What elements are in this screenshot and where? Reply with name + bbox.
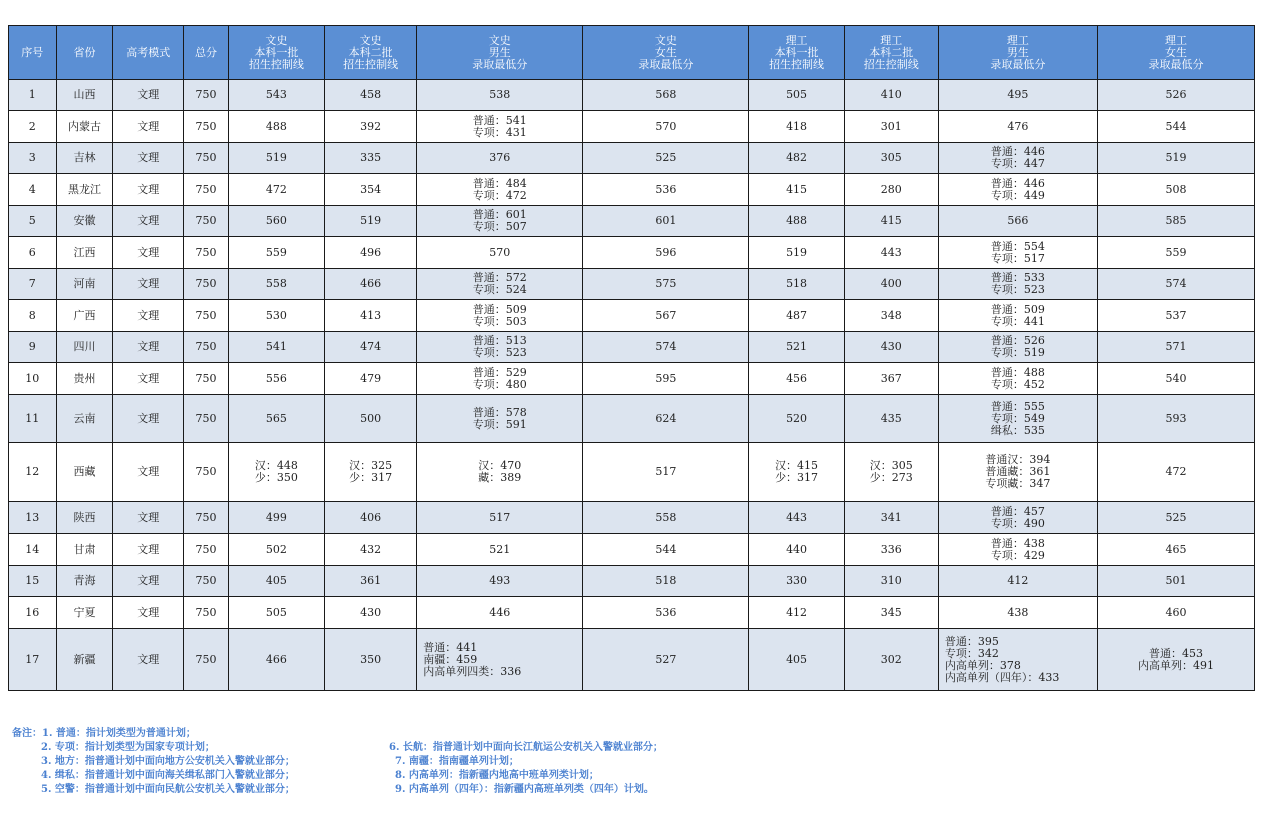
table-row <box>9 269 1255 300</box>
table-cell: 9 <box>9 332 57 363</box>
table-cell: 普通：541 专项：431 <box>417 111 583 143</box>
table-cell: 405 <box>228 566 324 597</box>
note-6: 6. 长航：指普通计划中面向长江航运公安机关入警就业部分； <box>389 742 663 753</box>
table-cell: 四川 <box>56 332 113 363</box>
table-cell: 普通：453 内高单列：491 <box>1097 629 1254 691</box>
table-cell: 汉：470 藏：389 <box>417 443 583 502</box>
table-cell: 普通：554 专项：517 <box>938 237 1097 269</box>
table-cell: 河南 <box>56 269 113 300</box>
table-cell: 567 <box>583 300 749 332</box>
table-cell: 536 <box>583 174 749 206</box>
table-cell: 4 <box>9 174 57 206</box>
table-cell: 405 <box>749 629 844 691</box>
table-cell: 488 <box>749 206 844 237</box>
table-cell: 内蒙古 <box>56 111 113 143</box>
table-row <box>9 502 1255 534</box>
table-cell: 530 <box>228 300 324 332</box>
column-header: 理工 女生 录取最低分 <box>1097 26 1254 80</box>
table-cell: 568 <box>583 80 749 111</box>
table-cell: 335 <box>325 143 417 174</box>
table-cell: 526 <box>1097 80 1254 111</box>
table-row <box>9 629 1255 691</box>
table-cell: 普通：526 专项：519 <box>938 332 1097 363</box>
table-cell: 519 <box>325 206 417 237</box>
table-cell: 文理 <box>113 269 184 300</box>
table-cell: 493 <box>417 566 583 597</box>
table-cell: 750 <box>184 237 229 269</box>
table-cell: 750 <box>184 332 229 363</box>
column-header: 理工 男生 录取最低分 <box>938 26 1097 80</box>
table-cell: 571 <box>1097 332 1254 363</box>
table-cell: 460 <box>1097 597 1254 629</box>
column-header: 文史 本科二批 招生控制线 <box>325 26 417 80</box>
table-cell: 541 <box>228 332 324 363</box>
table-cell: 安徽 <box>56 206 113 237</box>
table-cell: 750 <box>184 174 229 206</box>
table-cell: 17 <box>9 629 57 691</box>
column-header: 文史 男生 录取最低分 <box>417 26 583 80</box>
table-cell: 汉：305 少：273 <box>844 443 938 502</box>
table-cell: 487 <box>749 300 844 332</box>
table-cell: 普通：446 专项：447 <box>938 143 1097 174</box>
table-cell: 361 <box>325 566 417 597</box>
table-cell: 443 <box>844 237 938 269</box>
table-cell: 456 <box>749 363 844 395</box>
table-cell: 502 <box>228 534 324 566</box>
table-cell: 488 <box>228 111 324 143</box>
column-header: 序号 <box>9 26 57 80</box>
table-cell: 文理 <box>113 363 184 395</box>
table-cell: 474 <box>325 332 417 363</box>
table-cell: 750 <box>184 300 229 332</box>
table-cell: 443 <box>749 502 844 534</box>
table-cell: 560 <box>228 206 324 237</box>
table-cell: 574 <box>1097 269 1254 300</box>
table-cell: 406 <box>325 502 417 534</box>
table-cell: 1 <box>9 80 57 111</box>
table-cell: 500 <box>325 395 417 443</box>
table-cell: 汉：448 少：350 <box>228 443 324 502</box>
table-cell: 普通：395 专项：342 内高单列：378 内高单列（四年）：433 <box>938 629 1097 691</box>
table-cell: 413 <box>325 300 417 332</box>
table-cell: 559 <box>228 237 324 269</box>
table-row <box>9 566 1255 597</box>
table-cell: 345 <box>844 597 938 629</box>
table-cell: 普通：509 专项：503 <box>417 300 583 332</box>
column-header: 文史 女生 录取最低分 <box>583 26 749 80</box>
table-cell: 14 <box>9 534 57 566</box>
column-header: 总分 <box>184 26 229 80</box>
table-cell: 普通：509 专项：441 <box>938 300 1097 332</box>
table-cell: 山西 <box>56 80 113 111</box>
table-cell: 6 <box>9 237 57 269</box>
table-row <box>9 363 1255 395</box>
table-cell: 750 <box>184 502 229 534</box>
table-cell: 310 <box>844 566 938 597</box>
table-row <box>9 206 1255 237</box>
table-cell: 496 <box>325 237 417 269</box>
table-row <box>9 597 1255 629</box>
table-cell: 527 <box>583 629 749 691</box>
table-cell: 596 <box>583 237 749 269</box>
table-cell: 青海 <box>56 566 113 597</box>
table-row <box>9 300 1255 332</box>
table-row <box>9 143 1255 174</box>
column-header: 理工 本科二批 招生控制线 <box>844 26 938 80</box>
table-cell: 350 <box>325 629 417 691</box>
table-cell: 376 <box>417 143 583 174</box>
table-cell: 354 <box>325 174 417 206</box>
table-cell: 文理 <box>113 80 184 111</box>
table-cell: 558 <box>228 269 324 300</box>
table-cell: 479 <box>325 363 417 395</box>
table-row <box>9 237 1255 269</box>
table-cell: 538 <box>417 80 583 111</box>
table-cell: 12 <box>9 443 57 502</box>
table-cell: 宁夏 <box>56 597 113 629</box>
table-cell: 普通：488 专项：452 <box>938 363 1097 395</box>
table-cell: 410 <box>844 80 938 111</box>
table-cell: 540 <box>1097 363 1254 395</box>
table-cell: 519 <box>228 143 324 174</box>
table-cell: 495 <box>938 80 1097 111</box>
table-cell: 341 <box>844 502 938 534</box>
table-cell: 520 <box>749 395 844 443</box>
table-cell: 文理 <box>113 566 184 597</box>
table-cell: 544 <box>1097 111 1254 143</box>
table-cell: 418 <box>749 111 844 143</box>
table-cell: 普通：457 专项：490 <box>938 502 1097 534</box>
table-cell: 336 <box>844 534 938 566</box>
table-cell: 江西 <box>56 237 113 269</box>
table-cell: 517 <box>417 502 583 534</box>
table-cell: 536 <box>583 597 749 629</box>
table-header-row <box>9 26 1255 80</box>
note-2: 2. 专项：指计划类型为国家专项计划； <box>41 742 215 753</box>
table-cell: 750 <box>184 597 229 629</box>
table-cell: 518 <box>749 269 844 300</box>
table-cell: 302 <box>844 629 938 691</box>
table-cell: 文理 <box>113 237 184 269</box>
table-cell: 330 <box>749 566 844 597</box>
note-4: 4. 缉私：指普通计划中面向海关缉私部门入警就业部分； <box>41 770 295 781</box>
table-cell: 文理 <box>113 395 184 443</box>
table-row <box>9 80 1255 111</box>
table-cell: 750 <box>184 395 229 443</box>
table-cell: 750 <box>184 80 229 111</box>
table-cell: 文理 <box>113 443 184 502</box>
table-cell: 新疆 <box>56 629 113 691</box>
table-cell: 贵州 <box>56 363 113 395</box>
table-cell: 574 <box>583 332 749 363</box>
table-cell: 601 <box>583 206 749 237</box>
table-cell: 508 <box>1097 174 1254 206</box>
table-cell: 750 <box>184 443 229 502</box>
table-cell: 普通：484 专项：472 <box>417 174 583 206</box>
note-9: 9. 内高单列（四年）：指新疆内高班单列类（四年）计划。 <box>395 784 654 795</box>
table-cell: 367 <box>844 363 938 395</box>
table-cell: 565 <box>228 395 324 443</box>
table-cell: 570 <box>417 237 583 269</box>
table-cell: 陕西 <box>56 502 113 534</box>
table-cell: 556 <box>228 363 324 395</box>
table-cell: 普通：578 专项：591 <box>417 395 583 443</box>
table-cell: 汉：325 少：317 <box>325 443 417 502</box>
note-8: 8. 内高单列：指新疆内地高中班单列类计划； <box>395 770 599 781</box>
table-cell: 440 <box>749 534 844 566</box>
table-cell: 499 <box>228 502 324 534</box>
table-cell: 280 <box>844 174 938 206</box>
table-cell: 432 <box>325 534 417 566</box>
table-cell: 525 <box>1097 502 1254 534</box>
table-cell: 750 <box>184 111 229 143</box>
table-row <box>9 332 1255 363</box>
table-cell: 云南 <box>56 395 113 443</box>
table-cell: 普通：446 专项：449 <box>938 174 1097 206</box>
table-cell: 文理 <box>113 534 184 566</box>
table-cell: 482 <box>749 143 844 174</box>
column-header: 理工 本科一批 招生控制线 <box>749 26 844 80</box>
table-cell: 558 <box>583 502 749 534</box>
table-cell: 吉林 <box>56 143 113 174</box>
table-cell: 392 <box>325 111 417 143</box>
table-cell: 750 <box>184 363 229 395</box>
note-3: 3. 地方：指普通计划中面向地方公安机关入警就业部分； <box>41 756 295 767</box>
table-cell: 518 <box>583 566 749 597</box>
table-cell: 466 <box>228 629 324 691</box>
note-7: 7. 南疆：指南疆单列计划； <box>395 756 519 767</box>
table-cell: 559 <box>1097 237 1254 269</box>
table-cell: 348 <box>844 300 938 332</box>
table-cell: 472 <box>228 174 324 206</box>
table-cell: 415 <box>749 174 844 206</box>
table-cell: 7 <box>9 269 57 300</box>
table-cell: 465 <box>1097 534 1254 566</box>
table-cell: 624 <box>583 395 749 443</box>
table-cell: 750 <box>184 566 229 597</box>
table-cell: 472 <box>1097 443 1254 502</box>
table-cell: 521 <box>417 534 583 566</box>
table-cell: 10 <box>9 363 57 395</box>
table-cell: 13 <box>9 502 57 534</box>
notes-section <box>12 727 1252 807</box>
table-cell: 普通：572 专项：524 <box>417 269 583 300</box>
table-cell: 15 <box>9 566 57 597</box>
table-cell: 521 <box>749 332 844 363</box>
table-cell: 595 <box>583 363 749 395</box>
table-row <box>9 534 1255 566</box>
table-cell: 305 <box>844 143 938 174</box>
table-cell: 400 <box>844 269 938 300</box>
table-cell: 文理 <box>113 629 184 691</box>
table-cell: 文理 <box>113 332 184 363</box>
column-header: 文史 本科一批 招生控制线 <box>228 26 324 80</box>
table-cell: 412 <box>749 597 844 629</box>
table-row <box>9 395 1255 443</box>
note-5: 5. 空警：指普通计划中面向民航公安机关入警就业部分； <box>41 784 295 795</box>
table-row <box>9 174 1255 206</box>
column-header: 高考模式 <box>113 26 184 80</box>
table-cell: 412 <box>938 566 1097 597</box>
table-cell: 11 <box>9 395 57 443</box>
table-cell: 505 <box>228 597 324 629</box>
table-row <box>9 443 1255 502</box>
table-cell: 505 <box>749 80 844 111</box>
table-cell: 301 <box>844 111 938 143</box>
admission-score-table <box>8 25 1255 691</box>
table-cell: 750 <box>184 629 229 691</box>
table-cell: 普通汉：394 普通藏：361 专项藏：347 <box>938 443 1097 502</box>
table-cell: 476 <box>938 111 1097 143</box>
table-cell: 750 <box>184 206 229 237</box>
table-cell: 普通：533 专项：523 <box>938 269 1097 300</box>
note-1: 备注：1. 普通：指计划类型为普通计划； <box>12 728 196 739</box>
table-cell: 750 <box>184 143 229 174</box>
table-cell: 文理 <box>113 111 184 143</box>
table-cell: 16 <box>9 597 57 629</box>
column-header: 省份 <box>56 26 113 80</box>
table-cell: 普通：529 专项：480 <box>417 363 583 395</box>
table-cell: 458 <box>325 80 417 111</box>
table-cell: 文理 <box>113 597 184 629</box>
table-cell: 文理 <box>113 143 184 174</box>
table-cell: 西藏 <box>56 443 113 502</box>
table-cell: 501 <box>1097 566 1254 597</box>
table-cell: 8 <box>9 300 57 332</box>
table-cell: 438 <box>938 597 1097 629</box>
table-cell: 文理 <box>113 502 184 534</box>
table-cell: 430 <box>325 597 417 629</box>
table-cell: 517 <box>583 443 749 502</box>
table-cell: 文理 <box>113 206 184 237</box>
table-cell: 750 <box>184 534 229 566</box>
table-row <box>9 111 1255 143</box>
table-cell: 415 <box>844 206 938 237</box>
table-cell: 519 <box>1097 143 1254 174</box>
table-cell: 566 <box>938 206 1097 237</box>
table-cell: 466 <box>325 269 417 300</box>
table-cell: 544 <box>583 534 749 566</box>
table-cell: 5 <box>9 206 57 237</box>
table-cell: 570 <box>583 111 749 143</box>
table-cell: 575 <box>583 269 749 300</box>
table-cell: 585 <box>1097 206 1254 237</box>
table-cell: 435 <box>844 395 938 443</box>
table-cell: 广西 <box>56 300 113 332</box>
table-cell: 537 <box>1097 300 1254 332</box>
table-cell: 普通：513 专项：523 <box>417 332 583 363</box>
table-cell: 文理 <box>113 174 184 206</box>
table-cell: 汉：415 少：317 <box>749 443 844 502</box>
table-cell: 普通：438 专项：429 <box>938 534 1097 566</box>
table-cell: 430 <box>844 332 938 363</box>
table-cell: 3 <box>9 143 57 174</box>
table-cell: 446 <box>417 597 583 629</box>
table-cell: 普通：601 专项：507 <box>417 206 583 237</box>
table-cell: 543 <box>228 80 324 111</box>
table-cell: 普通：441 南疆：459 内高单列四类：336 <box>417 629 583 691</box>
table-cell: 593 <box>1097 395 1254 443</box>
table-cell: 甘肃 <box>56 534 113 566</box>
table-cell: 519 <box>749 237 844 269</box>
table-cell: 普通：555 专项：549 缉私：535 <box>938 395 1097 443</box>
table-cell: 2 <box>9 111 57 143</box>
table-cell: 黑龙江 <box>56 174 113 206</box>
table-cell: 文理 <box>113 300 184 332</box>
table-cell: 750 <box>184 269 229 300</box>
table-cell: 525 <box>583 143 749 174</box>
